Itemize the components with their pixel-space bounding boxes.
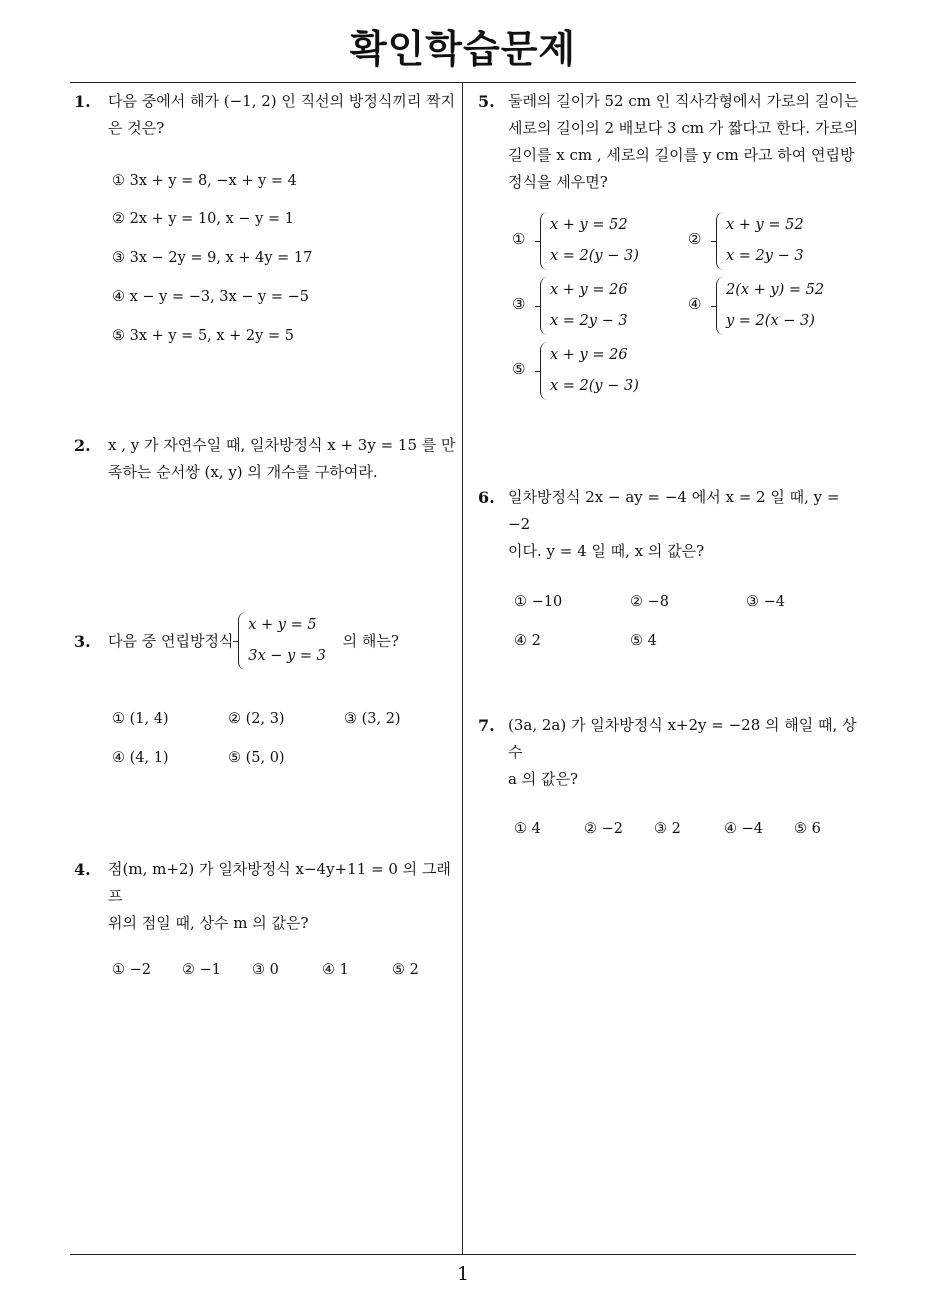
equation-line: x = 2y − 3 bbox=[726, 248, 804, 264]
equation-line: y = 2(x − 3) bbox=[726, 313, 815, 329]
option-mark: ③ bbox=[512, 295, 526, 313]
option-3[interactable]: ③ (3, 2) bbox=[344, 711, 401, 727]
option-2[interactable] bbox=[688, 210, 804, 272]
option-4[interactable] bbox=[688, 275, 825, 337]
question-text-line: 은 것은? bbox=[108, 119, 165, 137]
column-divider bbox=[462, 82, 463, 1254]
page-title: 확인학습문제 bbox=[349, 27, 577, 71]
option-2[interactable]: ② (2, 3) bbox=[228, 711, 285, 727]
option-5[interactable] bbox=[512, 340, 639, 402]
option-4[interactable]: ④ 1 bbox=[322, 962, 349, 978]
question-text-post: 의 해는? bbox=[342, 631, 399, 650]
equation-line: x + y = 52 bbox=[726, 217, 804, 233]
option-4[interactable]: ④ −4 bbox=[724, 821, 763, 837]
question-5 bbox=[478, 88, 862, 196]
option-3[interactable] bbox=[512, 275, 628, 337]
question-text-line: 족하는 순서쌍 (x, y) 의 개수를 구하여라. bbox=[108, 463, 378, 481]
question-number: 3. bbox=[74, 632, 91, 651]
page-number: 1 bbox=[456, 1263, 470, 1285]
option-2[interactable]: ② 2x + y = 10, x − y = 1 bbox=[112, 211, 294, 227]
equation-system bbox=[238, 610, 326, 672]
bottom-rule bbox=[70, 1254, 856, 1255]
option-2[interactable]: ② −8 bbox=[630, 594, 669, 610]
option-3[interactable]: ③ 3x − 2y = 9, x + 4y = 17 bbox=[112, 250, 313, 266]
equation-line: 3x − y = 3 bbox=[248, 648, 326, 664]
equation-line: x = 2(y − 3) bbox=[550, 378, 639, 394]
equation-line: x + y = 26 bbox=[550, 347, 628, 363]
option-mark: ⑤ bbox=[512, 360, 526, 378]
question-text-line: 점(m, m+2) 가 일차방정식 x−4y+11 = 0 의 그래프 bbox=[108, 860, 451, 905]
equation-line: x = 2(y − 3) bbox=[550, 248, 639, 264]
equation-line: x + y = 26 bbox=[550, 282, 628, 298]
equation-line: x = 2y − 3 bbox=[550, 313, 628, 329]
option-1[interactable]: ① 3x + y = 8, −x + y = 4 bbox=[112, 173, 297, 189]
brace-icon bbox=[238, 612, 246, 670]
option-1[interactable]: ① −10 bbox=[514, 594, 563, 610]
option-5[interactable]: ⑤ 3x + y = 5, x + 2y = 5 bbox=[112, 328, 294, 344]
question-number: 2. bbox=[74, 436, 91, 455]
option-4[interactable]: ④ (4, 1) bbox=[112, 750, 169, 766]
question-text-line: a 의 값은? bbox=[508, 770, 578, 788]
option-4[interactable]: ④ x − y = −3, 3x − y = −5 bbox=[112, 289, 310, 305]
option-mark: ① bbox=[512, 230, 526, 248]
option-2[interactable]: ② −2 bbox=[584, 821, 623, 837]
question-number: 6. bbox=[478, 488, 495, 507]
question-number: 7. bbox=[478, 716, 495, 735]
question-6 bbox=[478, 484, 862, 649]
question-2 bbox=[74, 432, 458, 486]
question-text-line: 둘레의 길이가 52 cm 인 직사각형에서 가로의 길이는 bbox=[508, 92, 859, 110]
question-text bbox=[108, 88, 458, 142]
question-text-line: (3a, 2a) 가 일차방정식 x+2y = −28 의 해일 때, 상수 bbox=[508, 716, 857, 761]
equation-line: 2(x + y) = 52 bbox=[726, 282, 825, 298]
question-1 bbox=[74, 88, 458, 344]
question-7 bbox=[478, 712, 862, 837]
option-3[interactable]: ③ −4 bbox=[746, 594, 785, 610]
option-5[interactable]: ⑤ 6 bbox=[794, 821, 821, 837]
equation-line: x + y = 52 bbox=[550, 217, 628, 233]
question-text-line: 일차방정식 2x − ay = −4 에서 x = 2 일 때, y = −2 bbox=[508, 488, 840, 533]
option-5[interactable]: ⑤ (5, 0) bbox=[228, 750, 285, 766]
brace-icon bbox=[716, 212, 724, 270]
question-number: 4. bbox=[74, 860, 91, 879]
question-text-line: 길이를 x cm , 세로의 길이를 y cm 라고 하여 연립방 bbox=[508, 146, 855, 164]
question-text bbox=[508, 88, 862, 196]
brace-icon bbox=[716, 277, 724, 335]
question-number: 5. bbox=[478, 92, 495, 111]
option-mark: ④ bbox=[688, 295, 702, 313]
question-4 bbox=[74, 856, 458, 977]
option-4[interactable]: ④ 2 bbox=[514, 633, 541, 649]
question-text-line: 세로의 길이의 2 배보다 3 cm 가 짧다고 한다. 가로의 bbox=[508, 119, 859, 137]
question-text bbox=[108, 856, 458, 937]
option-3[interactable]: ③ 2 bbox=[654, 821, 681, 837]
question-text-pre: 다음 중 연립방정식 bbox=[108, 631, 234, 650]
question-text bbox=[508, 712, 862, 793]
top-rule bbox=[70, 82, 856, 83]
brace-icon bbox=[540, 342, 548, 400]
question-text bbox=[108, 610, 399, 672]
option-5[interactable]: ⑤ 4 bbox=[630, 633, 657, 649]
brace-icon bbox=[540, 212, 548, 270]
question-number: 1. bbox=[74, 92, 91, 111]
question-text-line: 다음 중에서 해가 (−1, 2) 인 직선의 방정식끼리 짝지 bbox=[108, 92, 456, 110]
option-5[interactable]: ⑤ 2 bbox=[392, 962, 419, 978]
question-text-line: x , y 가 자연수일 때, 일차방정식 x + 3y = 15 를 만 bbox=[108, 436, 456, 454]
option-1[interactable] bbox=[512, 210, 639, 272]
question-text-line: 이다. y = 4 일 때, x 의 값은? bbox=[508, 542, 705, 560]
question-text-line: 정식을 세우면? bbox=[508, 173, 608, 191]
option-1[interactable]: ① (1, 4) bbox=[112, 711, 169, 727]
option-1[interactable]: ① −2 bbox=[112, 962, 151, 978]
equation-line: x + y = 5 bbox=[248, 617, 317, 633]
question-text bbox=[108, 432, 458, 486]
question-text-line: 위의 점일 때, 상수 m 의 값은? bbox=[108, 914, 309, 932]
option-2[interactable]: ② −1 bbox=[182, 962, 221, 978]
question-text bbox=[508, 484, 862, 565]
brace-icon bbox=[540, 277, 548, 335]
option-1[interactable]: ① 4 bbox=[514, 821, 541, 837]
option-mark: ② bbox=[688, 230, 702, 248]
option-3[interactable]: ③ 0 bbox=[252, 962, 279, 978]
